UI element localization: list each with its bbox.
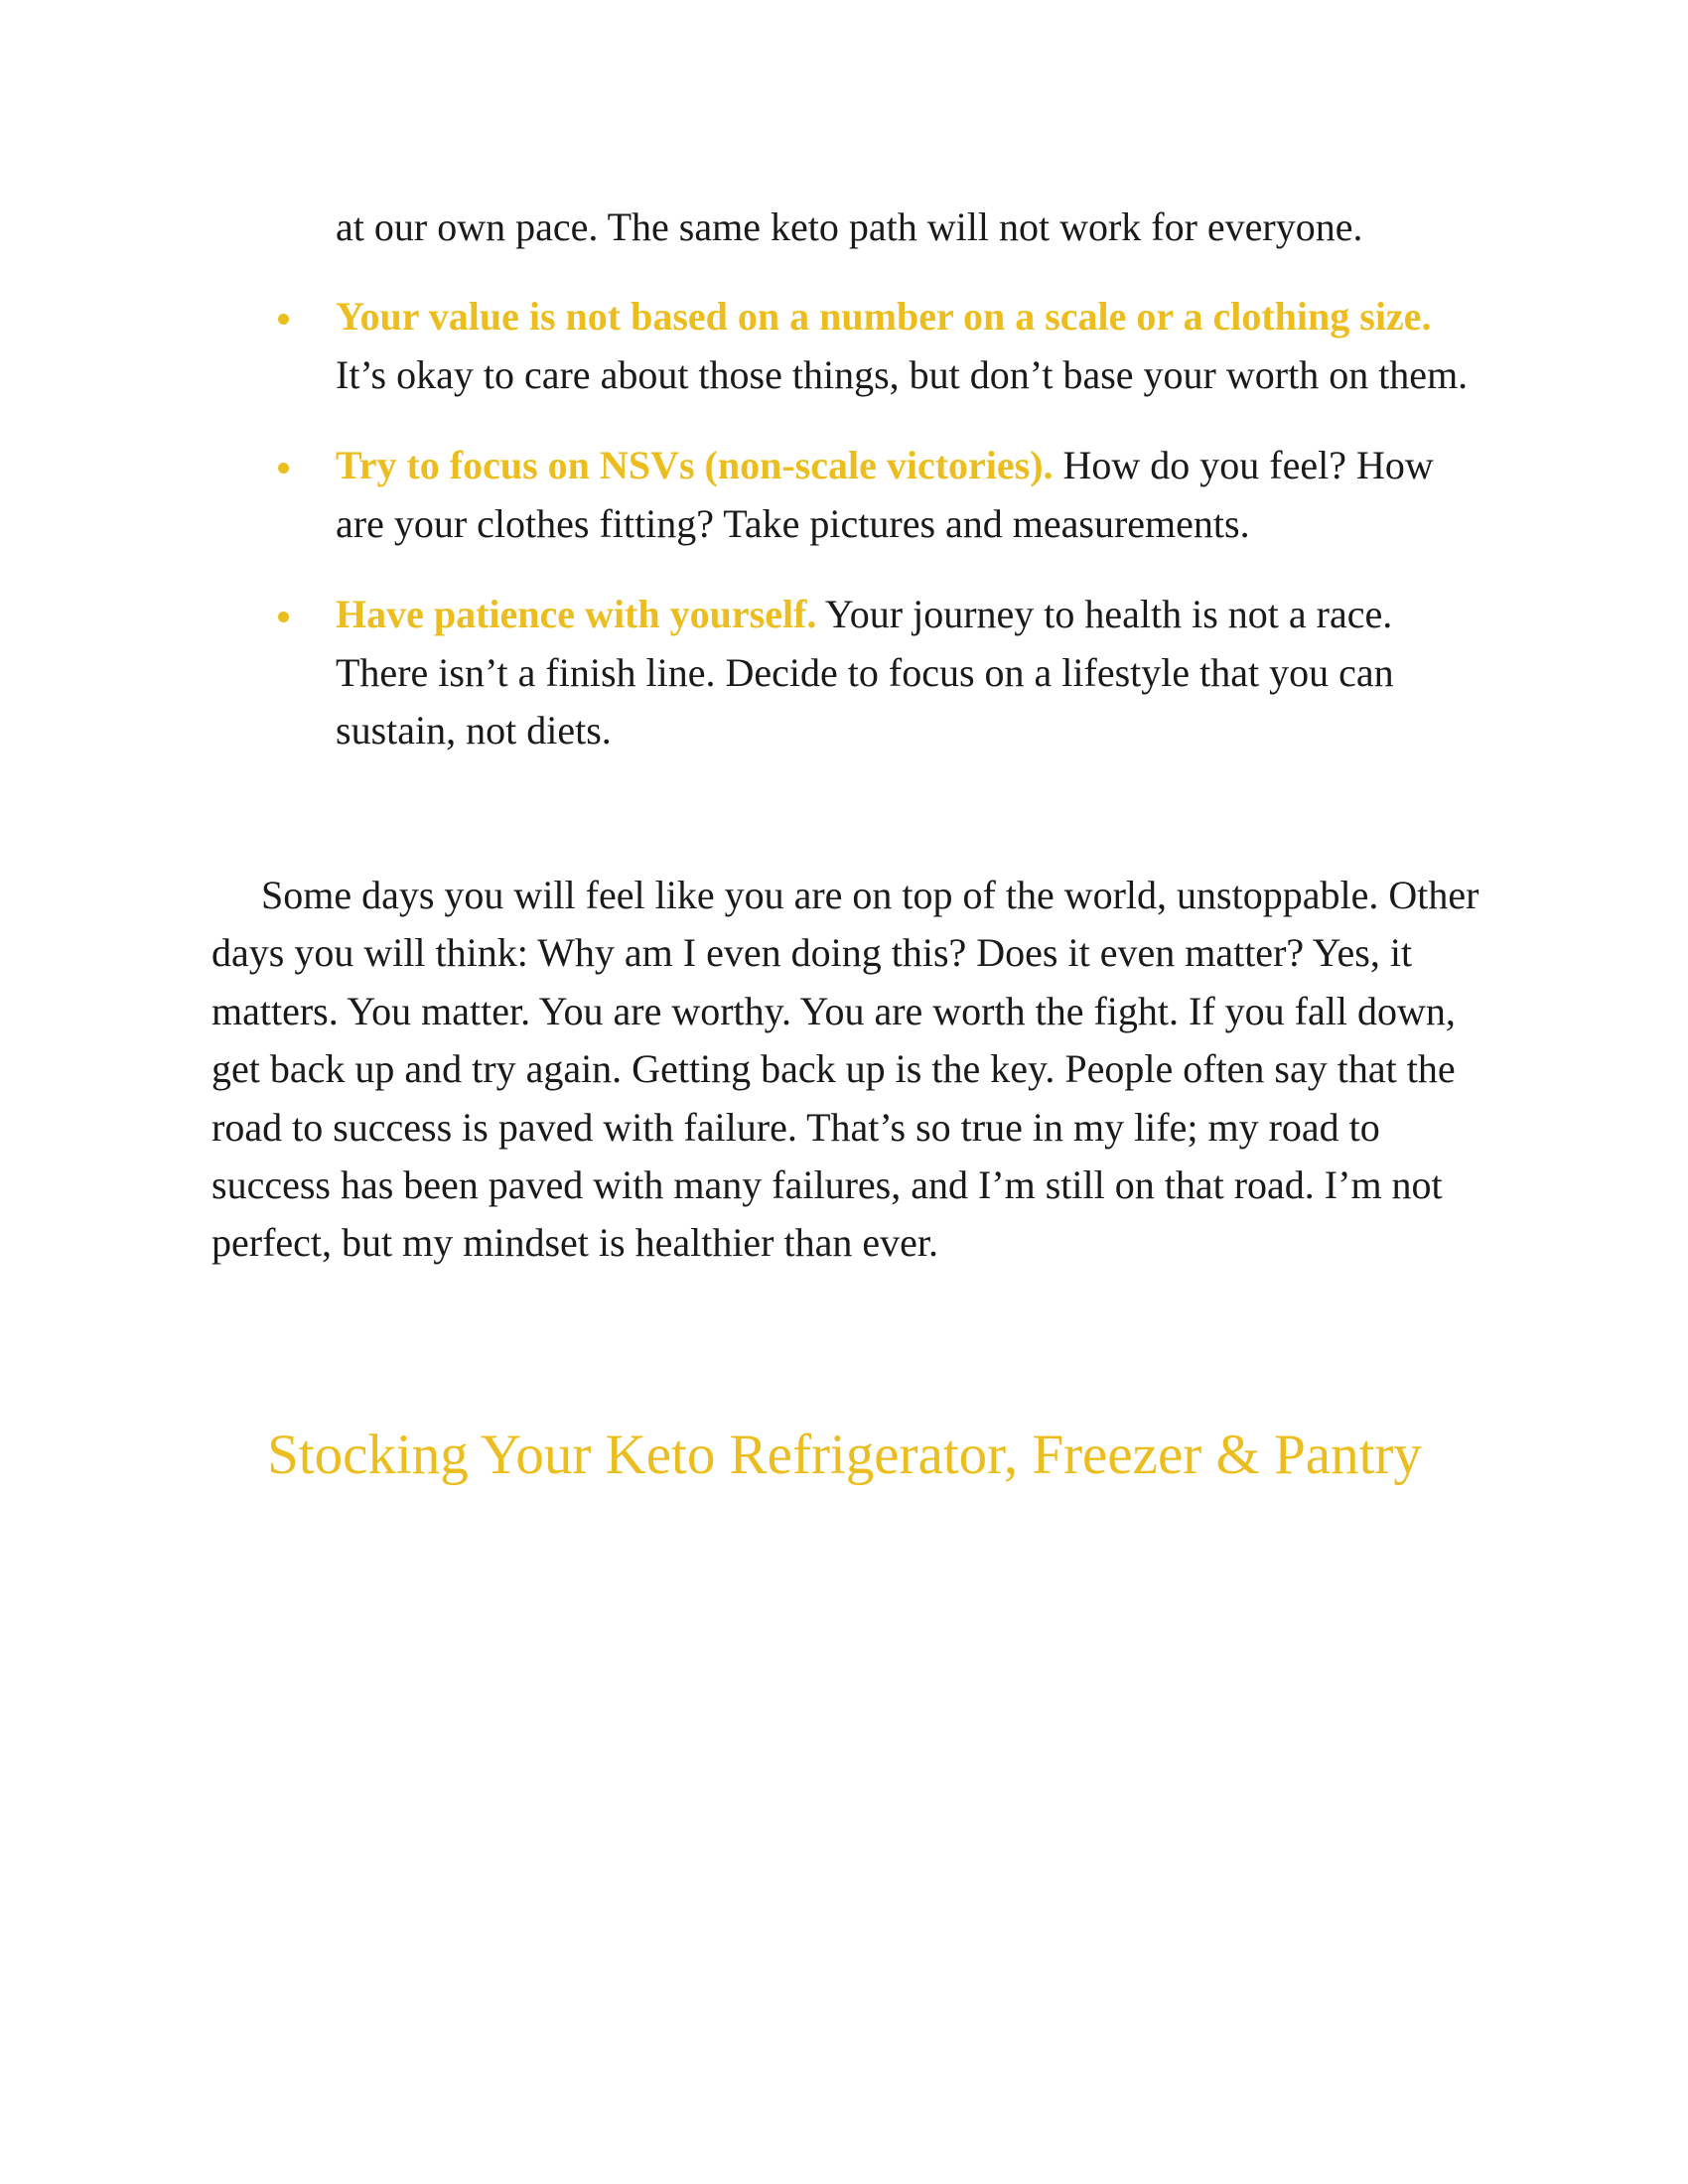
bullet-item-value xyxy=(268,288,1489,404)
bullet-text: How do you feel? How are your clothes fitting? Take pictures and measurements. xyxy=(336,443,1434,546)
bullet-text: Your journey to health is not a race. There isn’t a finish line. Decide to focus on a lifestyle that you can sustain, not diets. xyxy=(336,592,1394,752)
continuation-line: at our own pace. The same keto path will not work for everyone. xyxy=(336,205,1363,249)
bullet-item-patience xyxy=(268,586,1489,760)
bullet-item-nsv xyxy=(268,437,1489,553)
bullet-dot-icon xyxy=(278,612,289,622)
bullet-highlight: Your value is not based on a number on a scale or a clothing size. xyxy=(336,294,1432,339)
bullet-list xyxy=(268,288,1489,793)
body-paragraph: Some days you will feel like you are on top of the world, unstoppable. Other days you will think: Why am I even doing this? Does it even matter? Yes, it matters. You matter. You are worthy. You are worth the fight. If you fall down, get back up and try again. Getting back up is the key. People often say that the road to success is paved with failure. That’s so true in my life; my road to success has been paved with many failures, and I’m still on that road. I’m not perfect, but my mindset is healthier than ever. xyxy=(211,873,1479,1266)
bullet-highlight: Have patience with yourself. xyxy=(336,592,817,636)
bullet-highlight: Try to focus on NSVs (non-scale victories). xyxy=(336,443,1054,487)
bullet-dot-icon xyxy=(278,463,289,474)
bullet-dot-icon xyxy=(278,314,289,325)
bullet-text: It’s okay to care about those things, but don’t base your worth on them. xyxy=(336,351,1469,397)
section-heading: Stocking Your Keto Refrigerator, Freezer & Pantry xyxy=(267,1424,1422,1486)
